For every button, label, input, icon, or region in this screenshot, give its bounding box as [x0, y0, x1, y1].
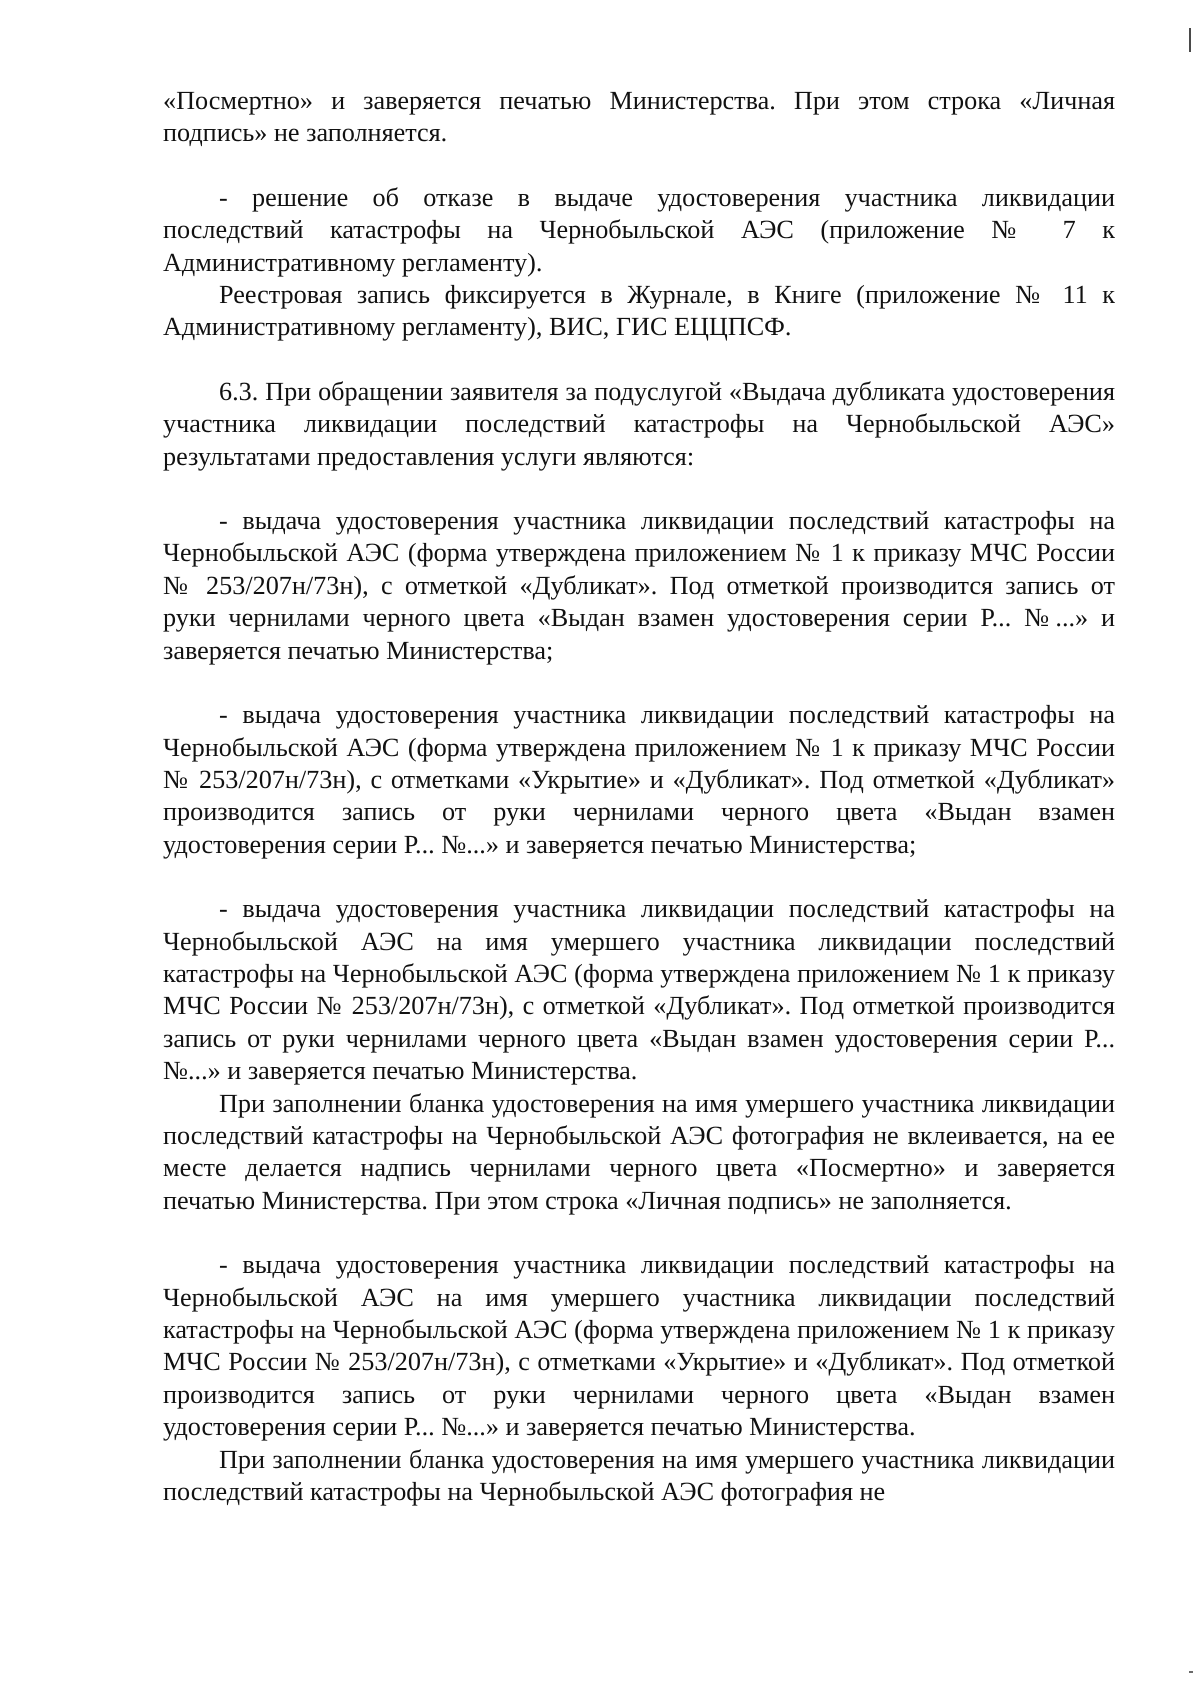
paragraph-posthumous-shelter-duplicate-issue: - выдача удостоверения участника ликвидации последствий катастрофы на Чернобыльской АЭС на имя умершего участника ликвидации последствий катастрофы на Чернобыльской АЭС (форма утверждена приложением № 1 к приказу МЧС России № 253/207н/73н), с отметками «Укрытие» и «Дубликат». Под отметкой производится запись от руки чернилами черного цвета «Выдан взамен удостоверения серии Р... №...» и заверяется печатью Министерства.: [163, 1250, 1115, 1442]
scan-bottom-mark: [1189, 1671, 1193, 1673]
paragraph-duplicate-issue: - выдача удостоверения участника ликвидации последствий катастрофы на Чернобыльской АЭС (форма утверждена приложением № 1 к приказу МЧС России № 253/207н/73н), с отметкой «Дубликат». Под отметкой производится запись от руки чернилами черного цвета «Выдан взамен удостоверения серии Р... №...» и заверяется печатью Министерства;: [163, 506, 1115, 665]
paragraph-registry-entry: Реестровая запись фиксируется в Журнале, в Книге (приложение № 11 к Административному регламенту), ВИС, ГИС ЕЦЦПСФ.: [163, 280, 1115, 342]
paragraph-duplicate-shelter-issue: - выдача удостоверения участника ликвидации последствий катастрофы на Чернобыльской АЭС (форма утверждена приложением № 1 к приказу МЧС России № 253/207н/73н), с отметками «Укрытие» и «Дубликат». Под отметкой «Дубликат» производится запись от руки чернилами черного цвета «Выдан взамен удостоверения серии Р... №...» и заверяется печатью Министерства;: [163, 700, 1115, 859]
paragraph-continuation: «Посмертно» и заверяется печатью Министерства. При этом строка «Личная подпись» не заполняется.: [163, 86, 1115, 148]
paragraph-posthumous-duplicate-issue: - выдача удостоверения участника ликвидации последствий катастрофы на Чернобыльской АЭС на имя умершего участника ликвидации последствий катастрофы на Чернобыльской АЭС (форма утверждена приложением № 1 к приказу МЧС России № 253/207н/73н), с отметкой «Дубликат». Под отметкой производится запись от руки чернилами черного цвета «Выдан взамен удостоверения серии Р... №...» и заверяется печатью Министерства.: [163, 894, 1115, 1086]
paragraph-refusal-decision: - решение об отказе в выдаче удостоверения участника ликвидации последствий катастрофы на Чернобыльской АЭС (приложение № 7 к Административному регламенту).: [163, 182, 1115, 277]
paragraph-posthumous-form-rule: При заполнении бланка удостоверения на имя умершего участника ликвидации последствий катастрофы на Чернобыльской АЭС фотография не вклеивается, на ее месте делается надпись чернилами черного цвета «Посмертно» и заверяется печатью Министерства. При этом строка «Личная подпись» не заполняется.: [163, 1088, 1115, 1215]
document-body: [163, 85, 1115, 1508]
scan-edge-mark: [1189, 28, 1191, 52]
paragraph-posthumous-form-rule-continued: При заполнении бланка удостоверения на имя умершего участника ликвидации последствий катастрофы на Чернобыльской АЭС фотография не: [163, 1444, 1115, 1507]
paragraph-section-6-3: 6.3. При обращении заявителя за подуслугой «Выдача дубликата удостоверения участника ликвидации последствий катастрофы на Чернобыльской АЭС» результатами предоставления услуги являются:: [163, 376, 1115, 471]
